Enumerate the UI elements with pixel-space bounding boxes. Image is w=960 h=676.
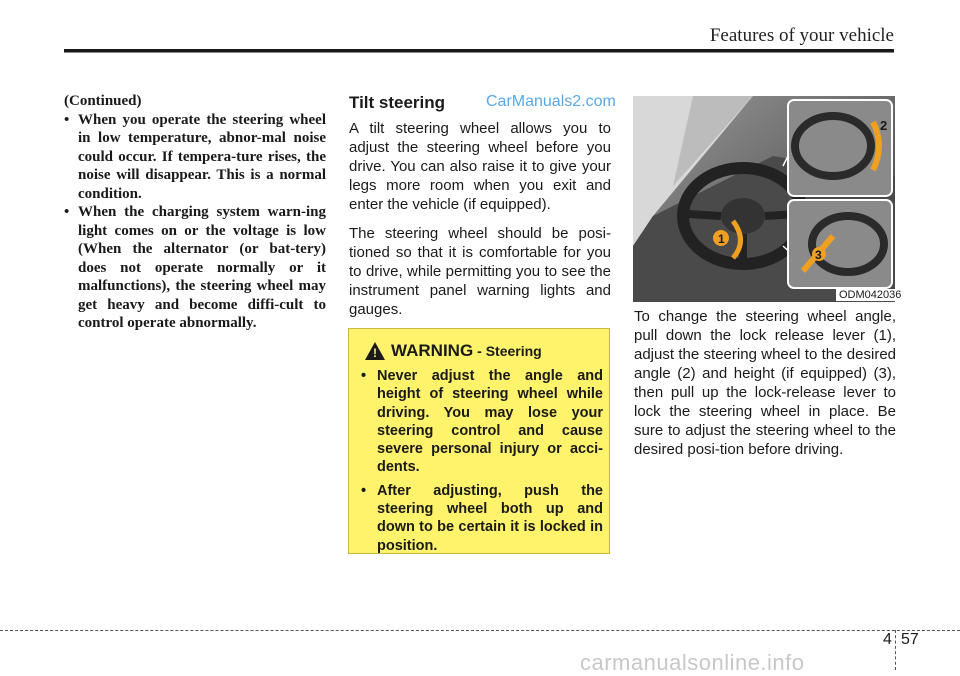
bullet-item	[64, 203, 326, 333]
warning-item	[359, 367, 603, 477]
header-rule-thin	[64, 52, 894, 53]
callout-2-label: 2	[880, 118, 888, 133]
chapter-number: 4	[883, 631, 892, 648]
warning-word: WARNING	[391, 341, 474, 360]
continued-column	[64, 92, 326, 333]
page-header-title: Features of your vehicle	[709, 25, 894, 46]
bullet-dot: •	[361, 482, 367, 499]
warning-header	[365, 341, 542, 361]
bullet-dot: •	[64, 204, 70, 220]
footer-watermark: carmanualsonline.info	[580, 650, 805, 675]
bullet-dot: •	[64, 111, 70, 128]
bullet-text: When the charging system warn-ing light comes on or the voltage is low (When the alternator (or bat-tery) does not operate normally or it malfunctions), the steering wheel may get heavy and become diffi-cult to control operate abnormally.	[78, 204, 326, 331]
steering-wheel-diagram	[633, 96, 895, 302]
warning-triangle-icon: !	[365, 342, 385, 360]
adjust-instructions-paragraph: To change the steering wheel angle, pull down the lock release lever (1), adjust the steering wheel to the desired angle (2) and height (if equipped) (3), then pull up the lock-release lever to lock the steering wheel in place. Be sure to adjust the steering wheel to the desired posi-tion before driving.	[634, 308, 896, 458]
bullet-dot: •	[361, 368, 367, 384]
continued-label: (Continued)	[64, 93, 142, 109]
steering-illustration	[633, 96, 895, 302]
bullet-text: When you operate the steering wheel in low temperature, abnor-mal noise could occur. If tempera-ture rises, the noise will disappear. This is a normal condition.	[78, 111, 326, 202]
warning-subtitle: - Steering	[477, 343, 542, 359]
warning-item-text: After adjusting, push the steering wheel both up and down to be certain it is locked in position.	[377, 482, 603, 554]
page-number: 57	[901, 631, 919, 648]
warning-item	[359, 482, 603, 555]
warning-box	[348, 328, 610, 554]
callout-3-label: 3	[815, 248, 822, 262]
warning-list	[359, 367, 603, 560]
figure-code: ODM042036	[836, 289, 904, 301]
page-divider	[895, 630, 896, 670]
section-title: Tilt steering	[349, 93, 446, 112]
site-watermark: CarManuals2.com	[486, 93, 616, 110]
callout-1-label: 1	[718, 232, 725, 246]
footer-rule	[0, 630, 960, 631]
position-paragraph: The steering wheel should be posi-tioned so that it is comfortable for you to drive, while permitting you to see the instrument panel warning lights and gauges.	[349, 225, 611, 318]
intro-paragraph: A tilt steering wheel allows you to adjust the steering wheel before you drive. You can also raise it to give your legs more room when you exit and enter the vehicle (if equipped).	[349, 120, 611, 213]
warning-item-text: Never adjust the angle and height of steering wheel while driving. You may lose your steering control and cause severe personal injury or acci-dents.	[377, 368, 603, 476]
bullet-item	[64, 111, 326, 204]
